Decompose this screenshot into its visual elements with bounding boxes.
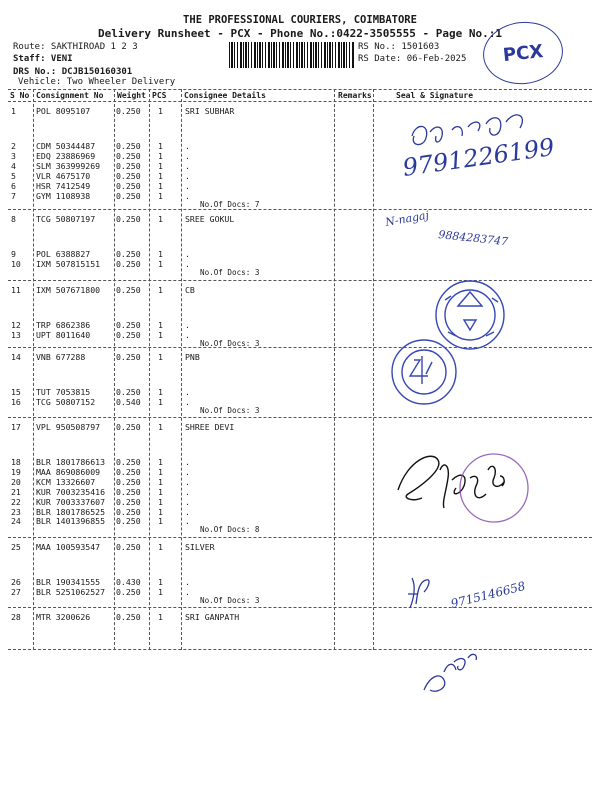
canara-bank-stamp <box>436 281 504 349</box>
row-sno: 3 <box>11 150 16 161</box>
group-consignee: SILVER <box>185 542 215 552</box>
row-weight: 0.250 <box>116 516 141 527</box>
group-consignee: SRI SUBHAR <box>185 106 235 116</box>
row-pcs: 1 <box>158 577 163 587</box>
row-weight: 0.250 <box>116 329 141 340</box>
row-pcs: 1 <box>158 542 163 552</box>
row-consignee-mark: . <box>185 170 190 181</box>
row-pcs: 1 <box>158 612 163 622</box>
row-consignment-no: TUT 7053815 <box>36 387 91 397</box>
row-sno: 1 <box>11 106 16 116</box>
col-header-remarks: Remarks <box>338 91 372 100</box>
col-header-seal-signature: Seal & Signature <box>396 91 474 100</box>
row-consignment-no: BLR 190341555 <box>36 577 101 587</box>
row-pcs: 1 <box>158 396 163 407</box>
row-sno: 8 <box>11 214 16 224</box>
group-separator <box>8 347 592 348</box>
row-consignee-mark: . <box>185 586 190 597</box>
row-sno: 7 <box>11 190 16 201</box>
row-pcs: 1 <box>158 320 163 330</box>
row-consignment-no: IXM 507671800 <box>36 285 101 295</box>
runsheet-title: Delivery Runsheet - PCX - Phone No.:0422-3505555 - Page No.:1 <box>98 27 502 40</box>
group-separator <box>8 280 592 281</box>
row-consignment-no: HSR 7412549 <box>36 180 91 191</box>
row-consignment-no: TRP 6862386 <box>36 320 91 330</box>
row-sno: 25 <box>11 542 21 552</box>
group-separator <box>8 537 592 538</box>
row-sno: 17 <box>11 422 21 432</box>
row-weight: 0.250 <box>116 170 141 181</box>
group-consignee: PNB <box>185 352 200 362</box>
row-consignment-no: IXM 507815151 <box>36 258 101 269</box>
row-weight: 0.250 <box>116 249 141 259</box>
row-consignee-mark: . <box>185 180 190 191</box>
row-weight: 0.250 <box>116 352 141 362</box>
signature-silver <box>408 578 429 608</box>
group-separator <box>8 649 592 650</box>
row-sno: 2 <box>11 141 16 151</box>
row-pcs: 1 <box>158 150 163 161</box>
row-pcs: 1 <box>158 106 163 116</box>
row-consignee-mark: . <box>185 486 190 497</box>
row-consignee-mark: . <box>185 506 190 517</box>
row-pcs: 1 <box>158 214 163 224</box>
row-consignee-mark: . <box>185 476 190 487</box>
row-weight: 0.250 <box>116 106 141 116</box>
group-consignee: SRI GANPATH <box>185 612 240 622</box>
row-consignment-no: MTR 3200626 <box>36 612 91 622</box>
row-weight: 0.250 <box>116 542 141 552</box>
row-sno: 22 <box>11 496 21 507</box>
group-consignee: SHREE DEVI <box>185 422 235 432</box>
row-consignee-mark: . <box>185 577 190 587</box>
col-header-pcs: PCS <box>152 91 167 100</box>
row-consignee-mark: . <box>185 516 190 527</box>
row-consignment-no: VLR 4675170 <box>36 170 91 181</box>
row-sno: 5 <box>11 170 16 181</box>
row-consignment-no: BLR 1801786613 <box>36 457 106 467</box>
row-sno: 15 <box>11 387 21 397</box>
signature-sri-subhar <box>412 115 522 145</box>
col-header-consignee: Consignee Details <box>184 91 266 100</box>
row-pcs: 1 <box>158 141 163 151</box>
row-pcs: 1 <box>158 329 163 340</box>
row-pcs: 1 <box>158 387 163 397</box>
row-sno: 24 <box>11 516 21 527</box>
row-pcs: 1 <box>158 586 163 597</box>
signature-sri-ganpath <box>424 654 476 691</box>
signature-shree-devi <box>398 456 504 508</box>
row-consignee-mark: . <box>185 141 190 151</box>
row-consignee-mark: . <box>185 160 190 171</box>
row-consignment-no: POL 8095107 <box>36 106 91 116</box>
row-pcs: 1 <box>158 249 163 259</box>
route: Route: SAKTHIROAD 1 2 3 <box>13 42 138 52</box>
group-consignee: SREE GOKUL <box>185 214 235 224</box>
row-consignment-no: KUR 7003235416 <box>36 486 106 497</box>
row-consignment-no: GYM 1108938 <box>36 190 91 201</box>
sig2-phone: 9884283747 <box>437 228 509 249</box>
group-no-of-docs: No.Of Docs: 3 <box>200 595 260 605</box>
row-sno: 18 <box>11 457 21 467</box>
row-sno: 10 <box>11 258 21 269</box>
punjab-national-bank-stamp <box>392 340 456 404</box>
row-weight: 0.250 <box>116 190 141 201</box>
row-pcs: 1 <box>158 170 163 181</box>
row-sno: 20 <box>11 476 21 487</box>
col-divider <box>334 89 335 650</box>
row-consignment-no: EDQ 23886969 <box>36 150 96 161</box>
row-consignment-no: MAA 869086009 <box>36 466 101 477</box>
row-weight: 0.250 <box>116 486 141 497</box>
row-weight: 0.250 <box>116 422 141 432</box>
row-consignee-mark: . <box>185 320 190 330</box>
row-weight: 0.250 <box>116 496 141 507</box>
row-pcs: 1 <box>158 285 163 295</box>
row-consignee-mark: . <box>185 387 190 397</box>
row-consignee-mark: . <box>185 249 190 259</box>
row-sno: 9 <box>11 249 16 259</box>
row-consignment-no: BLR 5251062527 <box>36 586 106 597</box>
row-consignment-no: KCM 13326607 <box>36 476 96 487</box>
row-weight: 0.250 <box>116 180 141 191</box>
row-consignment-no: CDM 50344487 <box>36 141 96 151</box>
pcx-stamp-text: PCX <box>501 40 545 66</box>
row-pcs: 1 <box>158 422 163 432</box>
drs-number: DRS No.: DCJB150160301 <box>13 67 133 77</box>
row-pcs: 1 <box>158 506 163 517</box>
row-sno: 26 <box>11 577 21 587</box>
row-consignment-no: UPT 8011640 <box>36 329 91 340</box>
violet-stamp-remnant <box>460 454 528 522</box>
table-header-rule <box>8 101 592 102</box>
rs-date: RS Date: 06-Feb-2025 <box>358 54 467 64</box>
row-pcs: 1 <box>158 258 163 269</box>
group-consignee: CB <box>185 285 195 295</box>
row-pcs: 1 <box>158 516 163 527</box>
row-consignee-mark: . <box>185 150 190 161</box>
rs-number: RS No.: 1501603 <box>358 42 440 52</box>
row-sno: 19 <box>11 466 21 477</box>
row-consignment-no: TCG 50807152 <box>36 396 96 407</box>
row-consignment-no: BLR 1801786525 <box>36 506 106 517</box>
sig6-phone: 9715146658 <box>449 578 527 611</box>
vehicle: Vehicle: Two Wheeler Delivery <box>18 77 176 87</box>
row-consignment-no: MAA 100593547 <box>36 542 101 552</box>
row-consignment-no: SLM 363999269 <box>36 160 101 171</box>
row-weight: 0.250 <box>116 285 141 295</box>
row-sno: 4 <box>11 160 16 171</box>
row-consignment-no: KUR 7003337607 <box>36 496 106 507</box>
barcode <box>229 42 354 68</box>
row-sno: 12 <box>11 320 21 330</box>
row-weight: 0.250 <box>116 612 141 622</box>
group-no-of-docs: No.Of Docs: 7 <box>200 199 260 209</box>
row-consignee-mark: . <box>185 190 190 201</box>
row-consignment-no: VPL 950508797 <box>36 422 101 432</box>
sig1-phone: 9791226199 <box>400 132 557 182</box>
row-sno: 16 <box>11 396 21 407</box>
group-separator <box>8 607 592 608</box>
row-weight: 0.250 <box>116 387 141 397</box>
row-consignee-mark: . <box>185 258 190 269</box>
row-consignment-no: TCG 50807197 <box>36 214 96 224</box>
row-pcs: 1 <box>158 160 163 171</box>
col-header-weight: Weight <box>117 91 146 100</box>
col-header-consignment: Consignment No <box>36 91 104 100</box>
row-weight: 0.250 <box>116 476 141 487</box>
col-header-sno: S No <box>10 91 30 100</box>
row-weight: 0.250 <box>116 466 141 477</box>
col-divider <box>33 89 34 650</box>
row-weight: 0.250 <box>116 141 141 151</box>
row-sno: 11 <box>11 285 21 295</box>
row-consignee-mark: . <box>185 496 190 507</box>
table-top-rule <box>8 89 592 90</box>
group-separator <box>8 417 592 418</box>
row-consignee-mark: . <box>185 466 190 477</box>
row-sno: 23 <box>11 506 21 517</box>
row-consignment-no: VNB 677288 <box>36 352 86 362</box>
row-sno: 28 <box>11 612 21 622</box>
row-weight: 0.430 <box>116 577 141 587</box>
row-consignment-no: BLR 1401396855 <box>36 516 106 527</box>
row-pcs: 1 <box>158 496 163 507</box>
row-weight: 0.540 <box>116 396 141 407</box>
row-weight: 0.250 <box>116 586 141 597</box>
col-divider <box>373 89 374 650</box>
row-weight: 0.250 <box>116 214 141 224</box>
row-consignee-mark: . <box>185 396 190 407</box>
row-pcs: 1 <box>158 466 163 477</box>
company-name: THE PROFESSIONAL COURIERS, COIMBATORE <box>183 14 417 26</box>
row-weight: 0.250 <box>116 160 141 171</box>
row-weight: 0.250 <box>116 150 141 161</box>
row-pcs: 1 <box>158 486 163 497</box>
group-separator <box>8 209 592 210</box>
row-weight: 0.250 <box>116 506 141 517</box>
row-pcs: 1 <box>158 476 163 487</box>
row-weight: 0.250 <box>116 457 141 467</box>
row-consignee-mark: . <box>185 329 190 340</box>
col-divider <box>114 89 115 650</box>
group-no-of-docs: No.Of Docs: 3 <box>200 267 260 277</box>
group-no-of-docs: No.Of Docs: 8 <box>200 525 260 535</box>
col-divider <box>149 89 150 650</box>
row-weight: 0.250 <box>116 320 141 330</box>
row-pcs: 1 <box>158 352 163 362</box>
row-consignment-no: POL 6388827 <box>36 249 91 259</box>
row-sno: 13 <box>11 329 21 340</box>
staff: Staff: VENI <box>13 54 73 64</box>
row-consignee-mark: . <box>185 457 190 467</box>
group-no-of-docs: No.Of Docs: 3 <box>200 338 260 348</box>
group-no-of-docs: No.Of Docs: 3 <box>200 405 260 415</box>
col-divider <box>181 89 182 650</box>
row-pcs: 1 <box>158 457 163 467</box>
row-sno: 27 <box>11 586 21 597</box>
row-pcs: 1 <box>158 180 163 191</box>
row-weight: 0.250 <box>116 258 141 269</box>
row-sno: 21 <box>11 486 21 497</box>
row-sno: 6 <box>11 180 16 191</box>
row-pcs: 1 <box>158 190 163 201</box>
sig2-name: N-nagaj <box>384 208 430 229</box>
row-sno: 14 <box>11 352 21 362</box>
